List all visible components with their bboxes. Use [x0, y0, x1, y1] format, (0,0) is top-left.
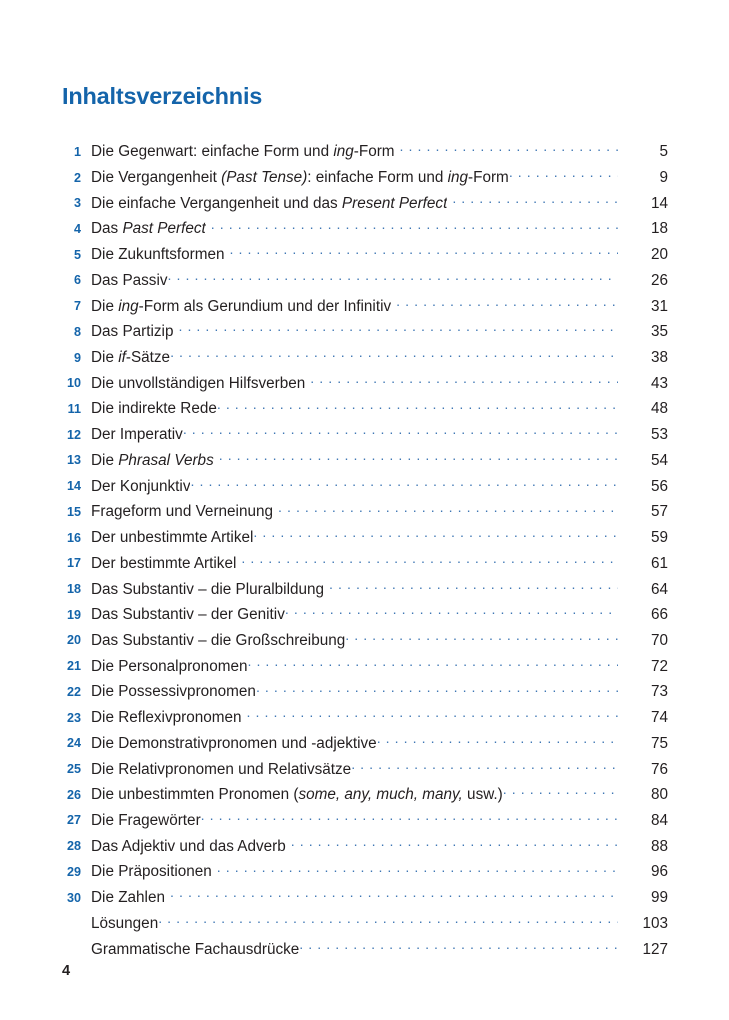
toc-entry[interactable] — [62, 295, 668, 321]
toc-entry-title: Die Phrasal Verbs — [91, 451, 214, 469]
toc-entry-page-number: 96 — [650, 863, 668, 881]
toc-entry-page-number: 35 — [650, 323, 668, 341]
toc-entry[interactable] — [62, 913, 668, 939]
toc-entry[interactable] — [62, 244, 668, 270]
toc-entry[interactable] — [62, 270, 668, 296]
toc-entry-number: 17 — [66, 556, 81, 571]
toc-entry-page-number: 43 — [650, 374, 668, 392]
toc-entry[interactable] — [62, 835, 668, 861]
toc-entry-title: Die Vergangenheit (Past Tense): einfache Form und ing-Form — [91, 169, 509, 187]
toc-entry-number: 23 — [66, 710, 81, 725]
toc-entry-number: 24 — [66, 736, 81, 751]
toc-entry-title: Die unvollständigen Hilfsverben — [91, 374, 306, 392]
toc-entry-page-number: 74 — [650, 709, 668, 727]
toc-entry-number: 3 — [73, 196, 81, 211]
toc-dot-leader — [217, 398, 618, 413]
toc-entry-page-number: 61 — [650, 554, 668, 572]
toc-entry-number: 11 — [67, 401, 81, 416]
toc-entry-page-number: 64 — [650, 580, 668, 598]
toc-entry[interactable] — [62, 681, 668, 707]
toc-entry-title: Die Possessivpronomen — [91, 683, 256, 701]
toc-dot-leader — [503, 784, 618, 799]
toc-entry-title: Das Substantiv – der Genitiv — [91, 606, 285, 624]
toc-entry-page-number: 73 — [650, 683, 668, 701]
toc-entry-number: 2 — [73, 170, 81, 185]
toc-entry[interactable] — [62, 347, 668, 373]
toc-dot-leader — [217, 861, 618, 876]
toc-dot-leader — [285, 604, 618, 619]
toc-entry-page-number: 5 — [659, 143, 668, 161]
toc-entry-page-number: 57 — [650, 503, 668, 521]
toc-entry-title: Die Relativpronomen und Relativsätze — [91, 760, 352, 778]
toc-entry-title: Die ing-Form als Gerundium und der Infinitiv — [91, 297, 392, 315]
toc-entry-page-number: 26 — [650, 271, 668, 289]
toc-entry-title: Frageform und Verneinung — [91, 503, 273, 521]
toc-dot-leader — [256, 681, 618, 696]
toc-entry-number: 27 — [66, 813, 81, 828]
toc-entry[interactable] — [62, 527, 668, 553]
toc-entry-number: 10 — [66, 376, 81, 391]
toc-entry[interactable] — [62, 424, 668, 450]
toc-entry-page-number: 75 — [650, 734, 668, 752]
toc-entry-page-number: 48 — [650, 400, 668, 418]
toc-dot-leader — [400, 141, 618, 156]
toc-entry-title: Die Gegenwart: einfache Form und ing-Form — [91, 143, 395, 161]
toc-entry-page-number: 38 — [650, 349, 668, 367]
toc-dot-leader — [247, 707, 619, 722]
toc-entry-page-number: 66 — [650, 606, 668, 624]
toc-entry[interactable] — [62, 861, 668, 887]
toc-entry-page-number: 127 — [642, 940, 668, 958]
toc-entry-page-number: 18 — [650, 220, 668, 238]
toc-entry[interactable] — [62, 604, 668, 630]
toc-entry-number: 14 — [66, 479, 81, 494]
toc-entry-number: 9 — [73, 350, 81, 365]
toc-dot-leader — [351, 758, 618, 773]
toc-entry-number: 1 — [73, 144, 81, 159]
toc-dot-leader — [452, 192, 618, 207]
toc-dot-leader — [310, 372, 618, 387]
toc-entry[interactable] — [62, 784, 668, 810]
toc-dot-leader — [291, 835, 618, 850]
toc-entry[interactable] — [62, 475, 668, 501]
toc-entry-list — [62, 141, 668, 964]
toc-entry-number: 26 — [66, 787, 81, 802]
toc-entry-page-number: 84 — [650, 811, 668, 829]
toc-entry-number: 30 — [66, 890, 81, 905]
toc-entry[interactable] — [62, 372, 668, 398]
toc-entry-title: Die Fragewörter — [91, 811, 201, 829]
toc-entry-title: Der bestimmte Artikel — [91, 554, 237, 572]
toc-dot-leader — [229, 244, 618, 259]
toc-entry-number: 28 — [66, 839, 81, 854]
toc-entry-page-number: 88 — [650, 837, 668, 855]
toc-entry-title: Der unbestimmte Artikel — [91, 529, 254, 547]
toc-entry[interactable] — [62, 733, 668, 759]
toc-entry-title: Das Partizip — [91, 323, 174, 341]
toc-entry-number: 16 — [66, 530, 81, 545]
toc-entry-number: 20 — [66, 633, 81, 648]
toc-entry-page-number: 59 — [650, 529, 668, 547]
toc-entry[interactable] — [62, 192, 668, 218]
toc-dot-leader — [247, 655, 618, 670]
toc-dot-leader — [183, 424, 618, 439]
toc-dot-leader — [168, 270, 618, 285]
toc-entry[interactable] — [62, 398, 668, 424]
toc-entry[interactable] — [62, 707, 668, 733]
toc-entry-number: 22 — [66, 684, 81, 699]
toc-dot-leader — [170, 887, 618, 902]
toc-entry-title: Das Adjektiv und das Adverb — [91, 837, 286, 855]
toc-entry[interactable] — [62, 758, 668, 784]
toc-dot-leader — [201, 810, 618, 825]
toc-entry[interactable] — [62, 141, 668, 167]
toc-entry-number: 21 — [66, 659, 81, 674]
toc-entry[interactable] — [62, 218, 668, 244]
toc-entry-title: Die Präpositionen — [91, 863, 212, 881]
toc-entry-number: 29 — [66, 864, 81, 879]
toc-dot-leader — [219, 450, 618, 465]
toc-entry[interactable] — [62, 938, 668, 964]
page-folio: 4 — [62, 963, 71, 979]
toc-entry-page-number: 76 — [650, 760, 668, 778]
toc-entry-number: 8 — [73, 324, 81, 339]
toc-entry-number: 6 — [73, 273, 81, 288]
toc-dot-leader — [278, 501, 618, 516]
toc-dot-leader — [509, 167, 618, 182]
toc-entry-page-number: 56 — [650, 477, 668, 495]
toc-entry-page-number: 53 — [650, 426, 668, 444]
toc-entry[interactable] — [62, 887, 668, 913]
page-title: Inhaltsverzeichnis — [62, 83, 263, 109]
toc-dot-leader — [211, 218, 618, 233]
toc-entry-page-number: 20 — [650, 246, 668, 264]
toc-entry-number: 25 — [66, 762, 81, 777]
toc-dot-leader — [190, 475, 618, 490]
toc-dot-leader — [158, 913, 618, 928]
toc-entry-title: Die einfache Vergangenheit und das Present Perfect — [91, 194, 448, 212]
toc-entry-number: 13 — [66, 453, 81, 468]
toc-dot-leader — [253, 527, 618, 542]
toc-dot-leader — [396, 295, 618, 310]
toc-entry-title: Die Zahlen — [91, 889, 165, 907]
toc-entry-page-number: 31 — [650, 297, 668, 315]
toc-entry-number: 15 — [66, 504, 81, 519]
toc-entry-title: Das Past Perfect — [91, 220, 206, 238]
toc-entry[interactable] — [62, 450, 668, 476]
toc-entry-title: Die Reflexivpronomen — [91, 709, 242, 727]
toc-entry-title: Das Substantiv – die Pluralbildung — [91, 580, 324, 598]
toc-entry[interactable] — [62, 167, 668, 193]
toc-entry-number: 12 — [66, 427, 81, 442]
toc-entry-page-number: 9 — [659, 169, 668, 187]
toc-dot-leader — [299, 938, 618, 953]
toc-entry-number: 4 — [73, 221, 81, 236]
toc-entry-title: Die unbestimmten Pronomen (some, any, much, many, usw.) — [91, 786, 503, 804]
toc-entry-title: Die indirekte Rede — [91, 400, 217, 418]
toc-entry-page-number: 14 — [650, 194, 668, 212]
toc-entry-page-number: 72 — [650, 657, 668, 675]
toc-entry-page-number: 80 — [650, 786, 668, 804]
toc-dot-leader — [241, 553, 618, 568]
toc-dot-leader — [178, 321, 618, 336]
toc-entry[interactable] — [62, 810, 668, 836]
toc-entry[interactable] — [62, 553, 668, 579]
toc-entry-page-number: 103 — [642, 914, 668, 932]
toc-entry-page-number: 99 — [650, 889, 668, 907]
toc-entry-number: 19 — [66, 607, 81, 622]
toc-entry-title: Die Demonstrativpronomen und -adjektive — [91, 734, 377, 752]
toc-entry-title: Grammatische Fachausdrücke — [91, 940, 300, 958]
toc-entry-number: 5 — [73, 247, 81, 262]
toc-entry[interactable] — [62, 630, 668, 656]
toc-entry-title: Die Personalpronomen — [91, 657, 248, 675]
toc-entry-title: Das Substantiv – die Großschreibung — [91, 631, 346, 649]
toc-entry[interactable] — [62, 501, 668, 527]
toc-entry-page-number: 70 — [650, 631, 668, 649]
toc-entry[interactable] — [62, 655, 668, 681]
toc-dot-leader — [329, 578, 618, 593]
toc-entry-title: Die if-Sätze — [91, 349, 171, 367]
toc-entry[interactable] — [62, 321, 668, 347]
toc-entry-title: Der Imperativ — [91, 426, 183, 444]
toc-entry-title: Der Konjunktiv — [91, 477, 191, 495]
toc-entry-number: 18 — [66, 582, 81, 597]
toc-entry-title: Das Passiv — [91, 271, 168, 289]
toc-entry-title: Die Zukunftsformen — [91, 246, 225, 264]
toc-dot-leader — [345, 630, 618, 645]
toc-entry-page-number: 54 — [650, 451, 668, 469]
toc-entry[interactable] — [62, 578, 668, 604]
toc-entry-number: 7 — [73, 299, 81, 314]
toc-dot-leader — [377, 733, 618, 748]
toc-dot-leader — [170, 347, 618, 362]
toc-entry-title: Lösungen — [91, 914, 159, 932]
